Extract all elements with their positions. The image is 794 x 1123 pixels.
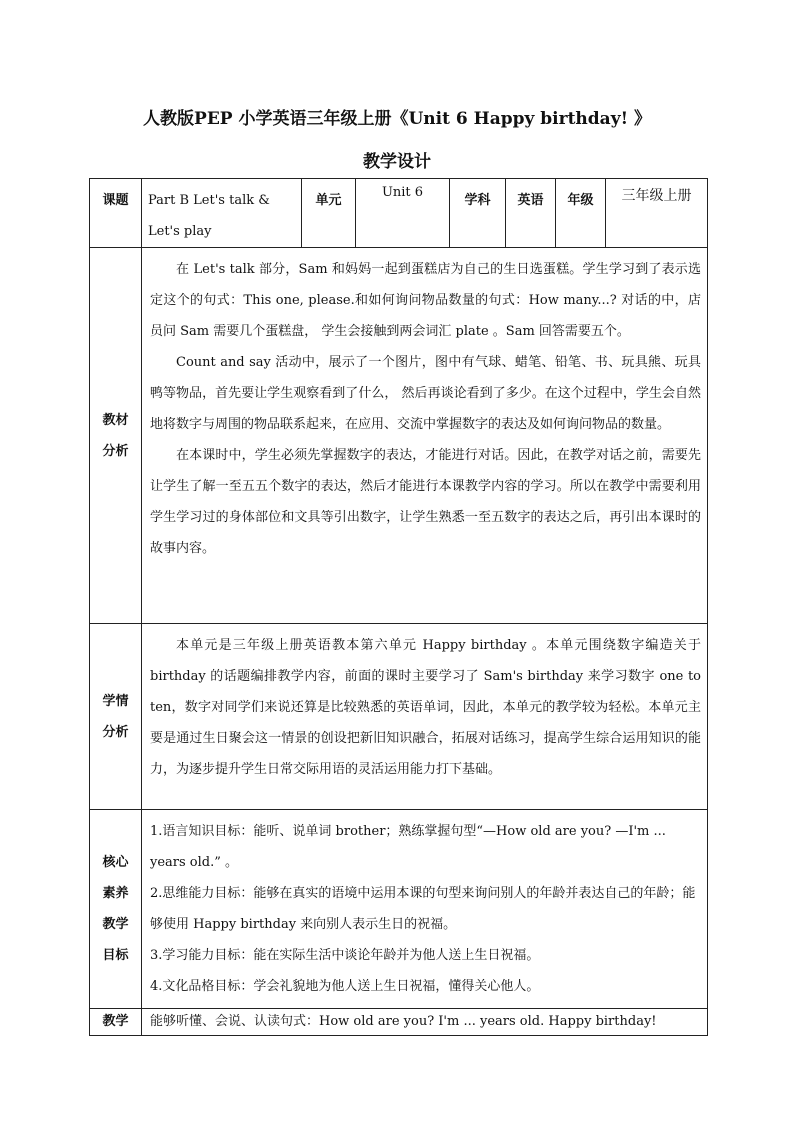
unit-label: 单元 (302, 179, 356, 248)
material-analysis-label (90, 248, 142, 624)
topic-label: 课题 (90, 179, 142, 248)
core-literacy-item: 1.语言知识目标：能听、说单词 brother；熟练掌握句型“—How old are you? —I'm ... years old.” 。 (150, 824, 666, 870)
material-analysis-row (90, 248, 708, 624)
document-subtitle: 教学设计 (363, 152, 431, 172)
material-analysis-paragraph: Count and say 活动中，展示了一个图片，图中有气球、蜡笔、铅笔、书、玩具熊、玩具鸭等物品，首先要让学生观察看到了什么， 然后再谈论看到了多少。在这个过程中，学生会自然地将数字与周围的物品联系起来，在应用、交流中掌握数字的表达及如何询问物品的数量。 (150, 355, 701, 432)
teaching-content: 能够听懂、会说、认读句式：How old are you? I'm ... years old. Happy birthday! (150, 1014, 657, 1029)
material-analysis-paragraph: 在 Let's talk 部分，Sam 和妈妈一起到蛋糕店为自己的生日选蛋糕。学生学习到了表示选定这个的句式：This one, please.和如何询问物品数量的句式：How many...? 对话的中，店员问 Sam 需要几个蛋糕盘， 学生会接触到两会词汇 plate 。Sam 回答需要五个。 (150, 262, 701, 339)
subject-value: 英语 (506, 179, 556, 248)
student-analysis-row (90, 624, 708, 810)
core-literacy-row (90, 810, 708, 1009)
unit-value: Unit 6 (356, 179, 450, 248)
grade-label: 年级 (556, 179, 606, 248)
student-analysis-content (142, 624, 708, 810)
core-literacy-label-line1: 核心 (102, 855, 129, 870)
student-analysis-paragraph: 本单元是三年级上册英语教本第六单元 Happy birthday 。本单元围绕数字编造关于 birthday 的话题编排教学内容，前面的课时主要学习了 Sam's birthday 来学习数字 one to ten，数字对同学们来说还算是比较熟悉的英语单词，因此，本单元的教学较为轻松。本单元主要是通过生日聚会这一情景的创设把新旧知识融合，拓展对话练习，提高学生综合运用知识的能力，为逐步提升学生日常交际用语的灵活运用能力打下基础。 (150, 638, 701, 777)
core-literacy-label-line4: 目标 (102, 948, 129, 963)
teaching-row (90, 1009, 708, 1036)
core-literacy-item: 4.文化品格目标：学会礼貌地为他人送上生日祝福，懂得关心他人。 (150, 979, 540, 994)
core-literacy-item: 3.学习能力目标：能在实际生活中谈论年龄并为他人送上生日祝福。 (150, 948, 540, 963)
material-analysis-label-line1: 教材 (102, 412, 129, 428)
core-literacy-label (90, 810, 142, 1009)
lesson-plan-table (89, 178, 708, 1036)
material-analysis-label-line2: 分析 (102, 443, 129, 459)
topic-value: Part B Let's talk & Let's play (142, 179, 302, 248)
material-analysis-paragraph: 在本课时中，学生必须先掌握数字的表达，才能进行对话。因此，在教学对话之前，需要先让学生了解一至五五个数字的表达，然后才能进行本课教学内容的学习。所以在教学中需要利用学生学习过的身体部位和文具等引出数字，让学生熟悉一至五数字的表达之后，再引出本课时的故事内容。 (150, 448, 701, 556)
teaching-content-cell (142, 1009, 708, 1036)
subject-label: 学科 (450, 179, 506, 248)
core-literacy-item: 2.思维能力目标：能够在真实的语境中运用本课的句型来询问别人的年龄并表达自己的年龄；能够使用 Happy birthday 来向别人表示生日的祝福。 (150, 886, 696, 932)
student-analysis-label (90, 624, 142, 810)
grade-value: 三年级上册 (606, 179, 708, 248)
student-analysis-label-line1: 学情 (102, 693, 129, 709)
document-title: 人教版PEP 小学英语三年级上册《Unit 6 Happy birthday! 》 (143, 109, 651, 129)
core-literacy-content (142, 810, 708, 1009)
teaching-label: 教学 (90, 1009, 142, 1036)
material-analysis-content (142, 248, 708, 624)
core-literacy-label-line2: 素养 (102, 886, 129, 901)
student-analysis-label-line2: 分析 (102, 724, 129, 740)
header-row (90, 179, 708, 248)
core-literacy-label-line3: 教学 (102, 917, 129, 932)
